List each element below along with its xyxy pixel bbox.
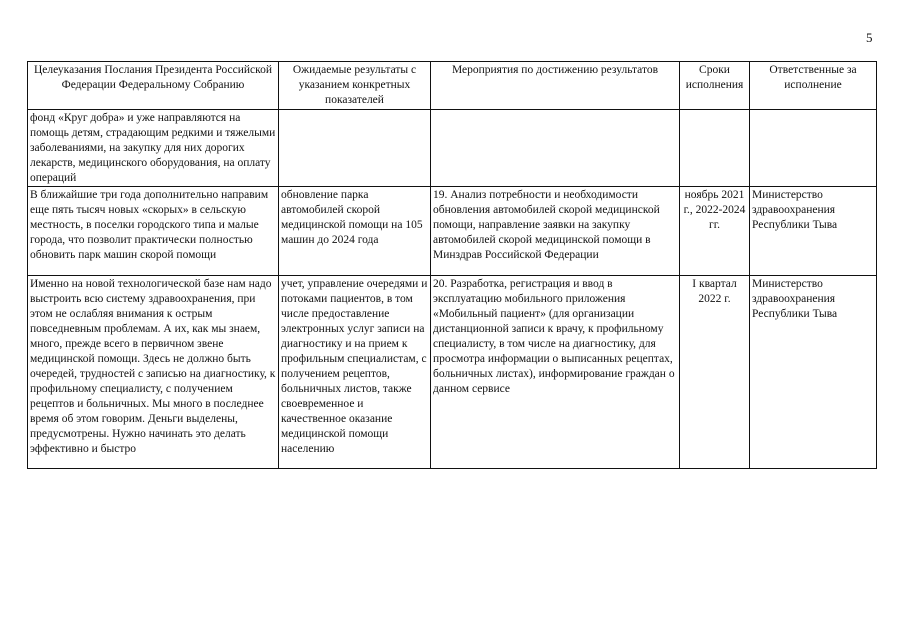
header-goal: Целеуказания Послания Президента Российской Федерации Федеральному Собранию xyxy=(28,62,279,110)
cell-goal: фонд «Круг добра» и уже направляются на помощь детям, страдающим редкими и тяжелыми заболеваниями, на закупку для них дорогих лекарств, медицинского оборудования, на оплату операций xyxy=(28,110,279,187)
table-header-row xyxy=(28,62,877,110)
header-result: Ожидаемые результаты с указанием конкретных показателей xyxy=(279,62,431,110)
header-responsible: Ответственные за исполнение xyxy=(750,62,877,110)
cell-action xyxy=(431,110,680,187)
cell-action: 19. Анализ потребности и необходимости обновления автомобилей скорой медицинской помощи, направление заявки на закупку автомобилей скорой медицинской помощи в Минздрав Российской Федерации xyxy=(431,187,680,276)
cell-goal: В ближайшие три года дополнительно направим еще пять тысяч новых «скорых» в сельскую местность, в поселки городского типа и малые города, что позволит практически полностью обновить парк машин скорой помощи xyxy=(28,187,279,276)
table-row xyxy=(28,276,877,469)
header-deadline: Сроки исполнения xyxy=(680,62,750,110)
cell-deadline xyxy=(680,110,750,187)
table-row xyxy=(28,110,877,187)
cell-deadline: I квартал 2022 г. xyxy=(680,276,750,469)
table-row xyxy=(28,187,877,276)
cell-responsible xyxy=(750,110,877,187)
header-action: Мероприятия по достижению результатов xyxy=(431,62,680,110)
cell-goal: Именно на новой технологической базе нам надо выстроить всю систему здравоохранения, при этом не ослабляя внимания к острым повседневным проблемам. А их, как мы знаем, много, прежде всего в первичном звене медицинской помощи. Здесь не должно быть очередей, трудностей с записью на диагностику, к профильному специалисту, с получением рецептов и больничных. Мы много в последнее время об этом говорим. Деньги выделены, предусмотрены. Нужно начинать это делать эффективно и быстро xyxy=(28,276,279,469)
cell-action: 20. Разработка, регистрация и ввод в эксплуатацию мобильного приложения «Мобильный пациент» (для организации дистанционной записи к врачу, к профильному специалисту, в том числе на диагностику, для просмотра информации о выписанных рецептах, больничных листах), информирование граждан о данном сервисе xyxy=(431,276,680,469)
cell-result: обновление парка автомобилей скорой медицинской помощи на 105 машин до 2024 года xyxy=(279,187,431,276)
cell-responsible: Министерство здравоохранения Республики Тыва xyxy=(750,276,877,469)
action-plan-table xyxy=(27,61,877,469)
cell-result xyxy=(279,110,431,187)
cell-responsible: Министерство здравоохранения Республики Тыва xyxy=(750,187,877,276)
page-number: 5 xyxy=(866,30,873,45)
cell-deadline: ноябрь 2021 г., 2022-2024 гг. xyxy=(680,187,750,276)
cell-result: учет, управление очередями и потоками пациентов, в том числе предоставление электронных услуг записи на диагностику и на прием к профильным специалистам, с получением рецептов, больничных листов, также своевременное и качественное оказание медицинской помощи населению xyxy=(279,276,431,469)
